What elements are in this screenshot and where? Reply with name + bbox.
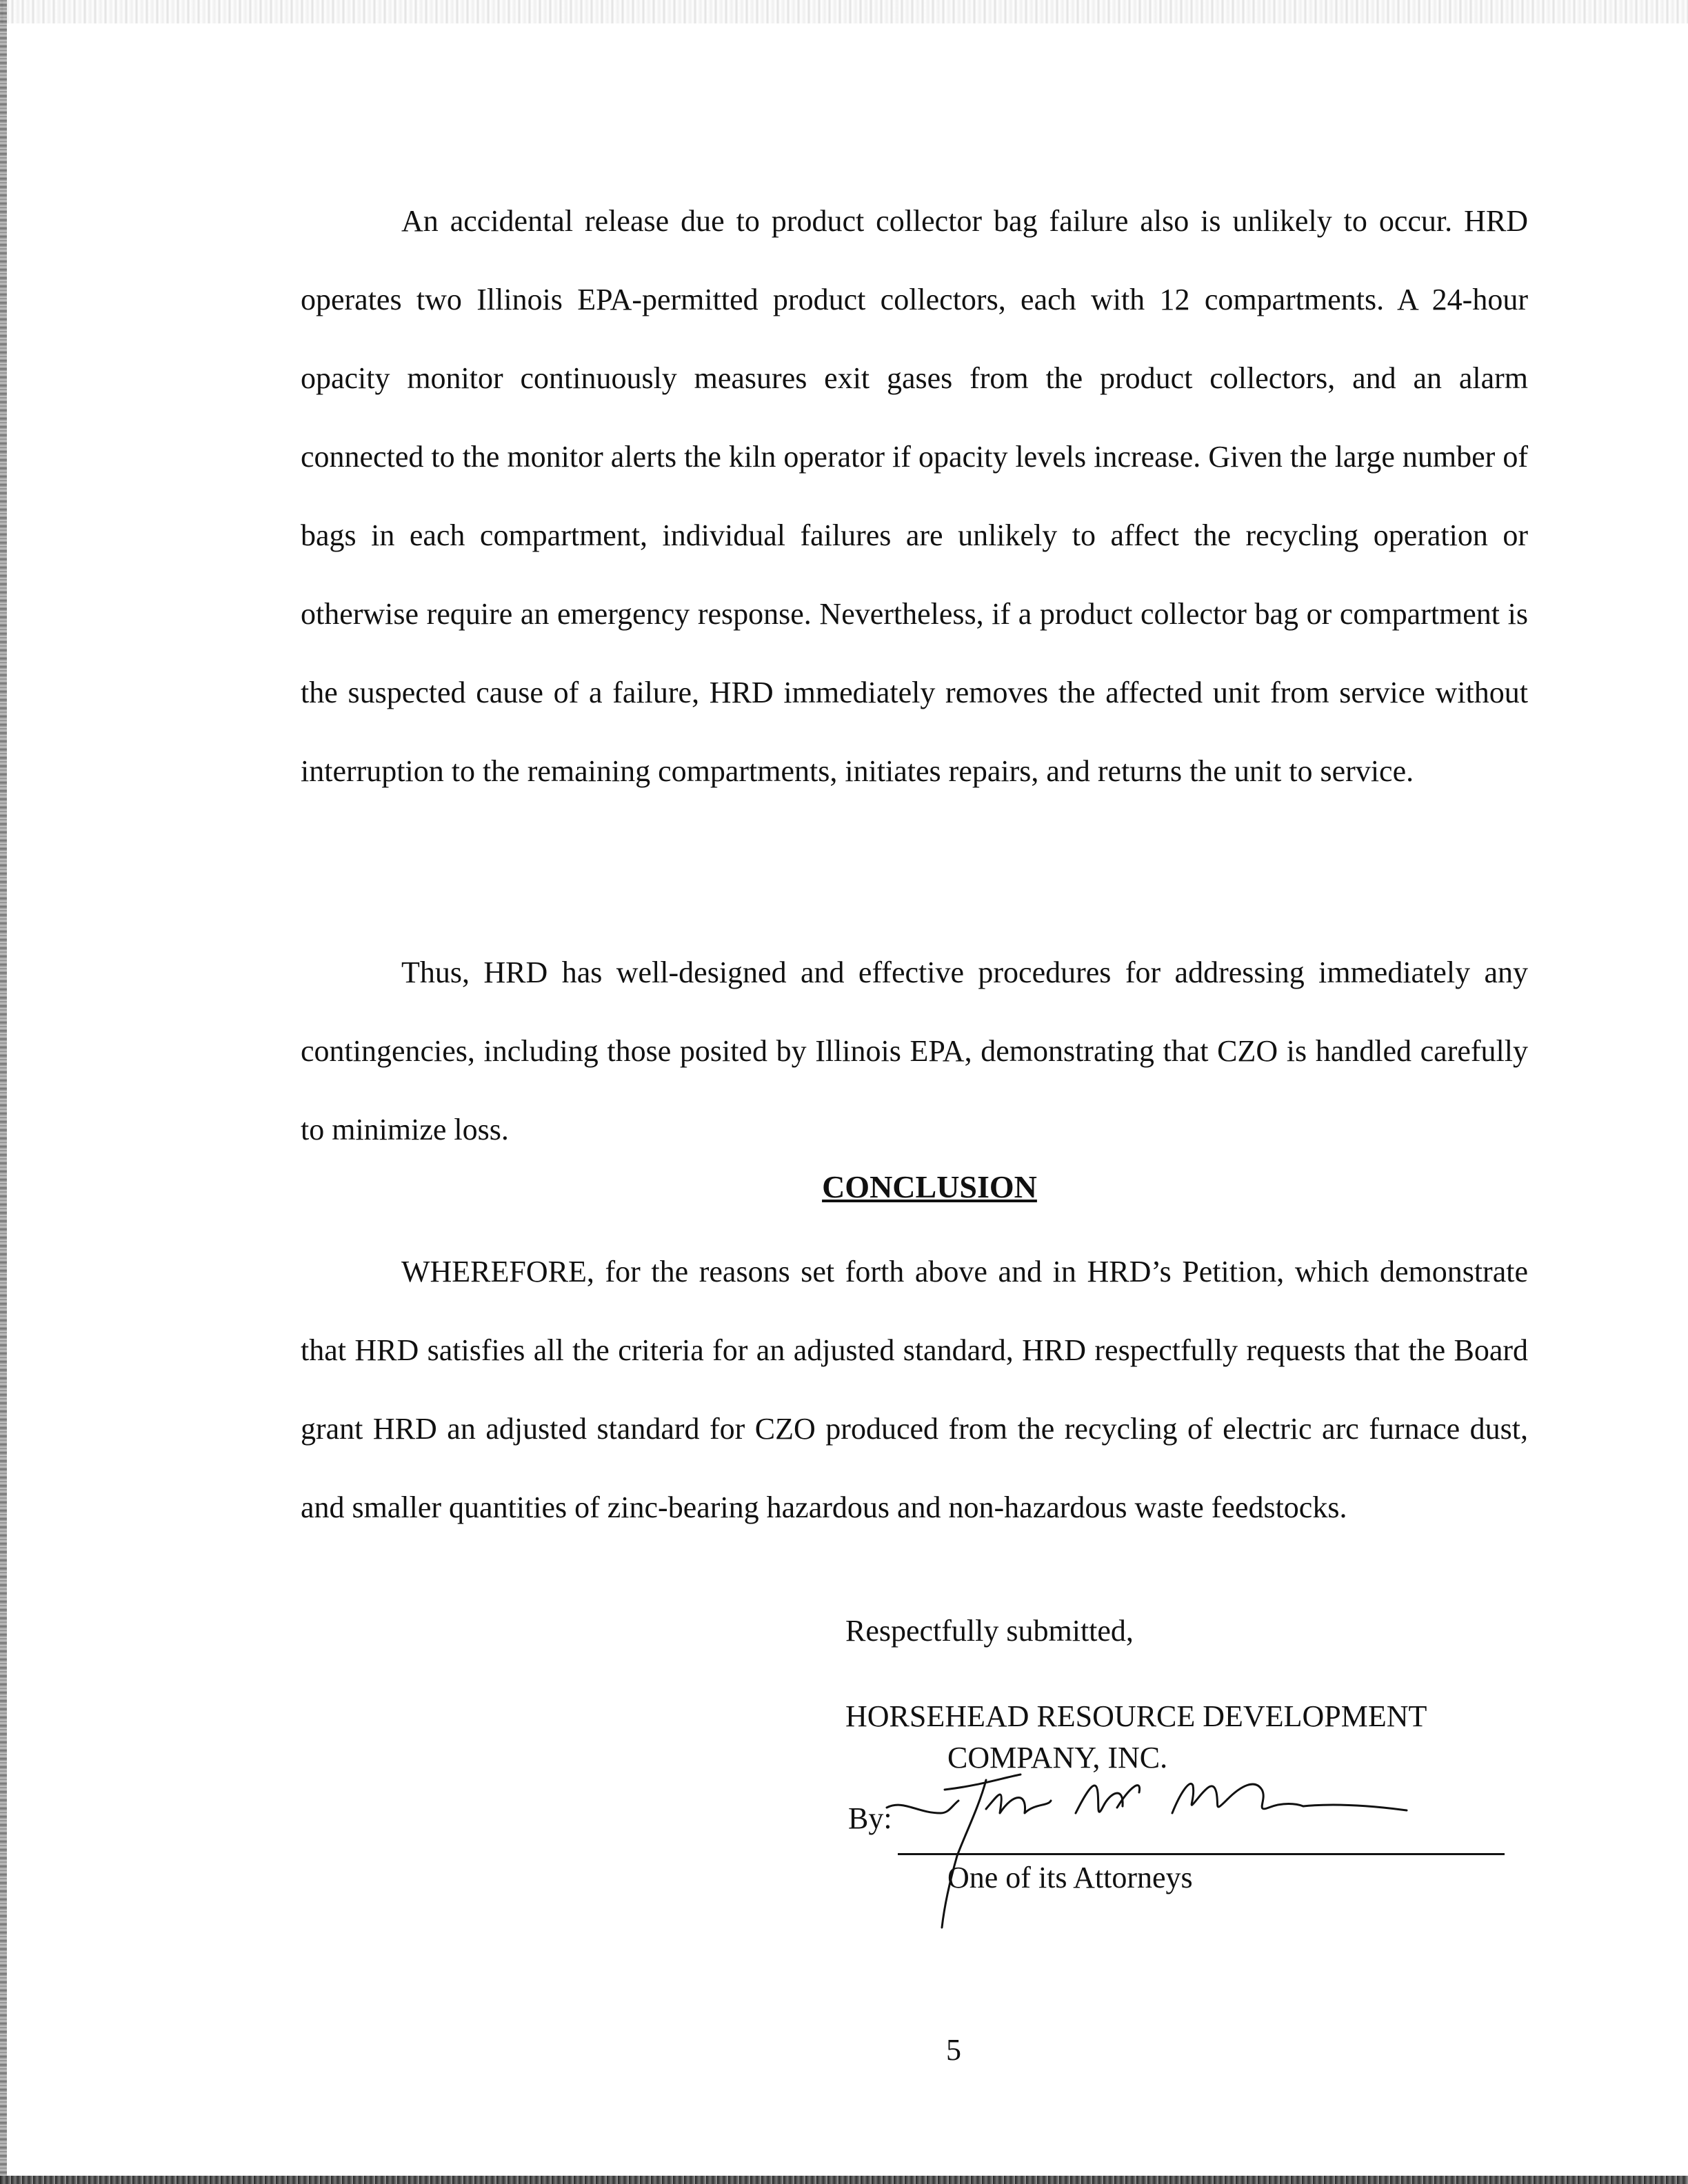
by-label: By: [848,1801,892,1835]
paragraph-text: Thus, HRD has well-designed and effective procedures for addressing immediately any contingencies, including those posited by Illinois EPA, demonstrating that CZO is handled carefully to minimize loss. [301,956,1528,1146]
body-paragraph-bag-failure [301,182,1528,811]
signature-line [898,1853,1505,1855]
signatory-caption: One of its Attorneys [947,1861,1193,1894]
body-paragraph-wherefore [301,1233,1528,1547]
paragraph-text: An accidental release due to product collector bag failure also is unlikely to occur. HRD operates two Illinois EPA-permitted product collectors, each with 12 compartments. A 24-hour opacity monitor continuously measures exit gases from the product collectors, and an alarm connected to the monitor alerts the kiln operator if opacity levels increase. Given the large number of bags in each compartment, individual failures are unlikely to affect the recycling operation or otherwise require an emergency response. Nevertheless, if a product collector bag or compartment is the suspected cause of a failure, HRD immediately removes the affected unit from service without interruption to the remaining compartments, initiates repairs, and returns the unit to service. [301,204,1528,788]
company-name-line1: HORSEHEAD RESOURCE DEVELOPMENT [845,1699,1427,1733]
scan-edge-bottom [0,2176,1688,2184]
page-number: 5 [946,2033,961,2067]
body-paragraph-procedures [301,933,1528,1169]
scan-edge-left [0,0,7,2184]
section-heading-conclusion: CONCLUSION [822,1169,1037,1204]
closing-salutation: Respectfully submitted, [845,1614,1134,1648]
paragraph-text: WHEREFORE, for the reasons set forth above and in HRD’s Petition, which demonstrate that HRD satisfies all the criteria for an adjusted standard, HRD respectfully requests that the Board grant HRD an adjusted standard for CZO produced from the recycling of electric arc furnace dust, and smaller quantities of zinc-bearing hazardous and non-hazardous waste feedstocks. [301,1255,1528,1524]
company-name-line2: COMPANY, INC. [947,1741,1168,1775]
scan-edge-top [0,0,1688,23]
